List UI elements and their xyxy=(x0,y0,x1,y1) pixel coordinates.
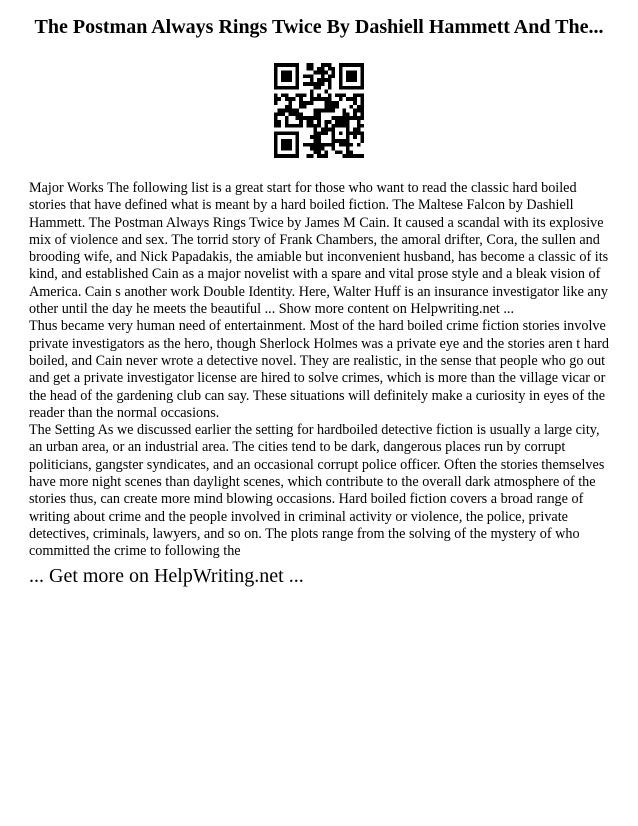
paragraph-major-works: Major Works The following list is a great start for those who want to read the classic hard boiled stories that have defined what is meant by a hard boiled fiction. The Maltese Falcon by Dashiell Hammett. The Postman Always Rings Twice by James M Cain. It caused a scandal with its explosive mix of violence and sex. The torrid story of Frank Chambers, the amoral drifter, Cora, the sullen and brooding wife, and Nick Papadakis, the amiable but inconvenient husband, has become a classic of its kind, and established Cain as a major novelist with a spare and vital prose style and a bleak vision of America. Cain s another work Double Identity. Here, Walter Huff is an insurance investigator like any other until the day he meets the beautiful ... Show more content on Helpwriting.net ... xyxy=(29,180,609,318)
article-body xyxy=(29,180,613,561)
qr-code-icon[interactable] xyxy=(274,63,364,158)
paragraph-private-investigators: Thus became very human need of entertainment. Most of the hard boiled crime fiction stories involve private investigators as the hero, though Sherlock Holmes was a private eye and the stories aren t hard boiled, and Cain never wrote a detective novel. They are realistic, in the sense that people who go out and get a private investigator license are hired to solve crimes, which is more than the village vicar or the head of the gardening club can say. These situations will definitely make a curiosity in eyes of the reader than the normal occasions. xyxy=(29,318,609,421)
get-more-link[interactable]: ... Get more on HelpWriting.net ... xyxy=(29,565,304,587)
document-title: The Postman Always Rings Twice By Dashiell Hammett And The... xyxy=(34,16,604,38)
paragraph-setting: The Setting As we discussed earlier the setting for hardboiled detective fiction is usually a large city, an urban area, or an industrial area. The cities tend to be dark, dangerous places run by corrupt politicians, gangster syndicates, and an occasional corrupt police officer. Often the stories themselves have more night scenes than daylight scenes, which contribute to the overall dark atmosphere of the stories thus, can create more mind blowing occasions. Hard boiled fiction covers a broad range of writing about crime and the people involved in criminal activity or violence, the police, private detectives, criminals, lawyers, and so on. The plots range from the solving of the mystery of who committed the crime to following the xyxy=(29,422,605,560)
